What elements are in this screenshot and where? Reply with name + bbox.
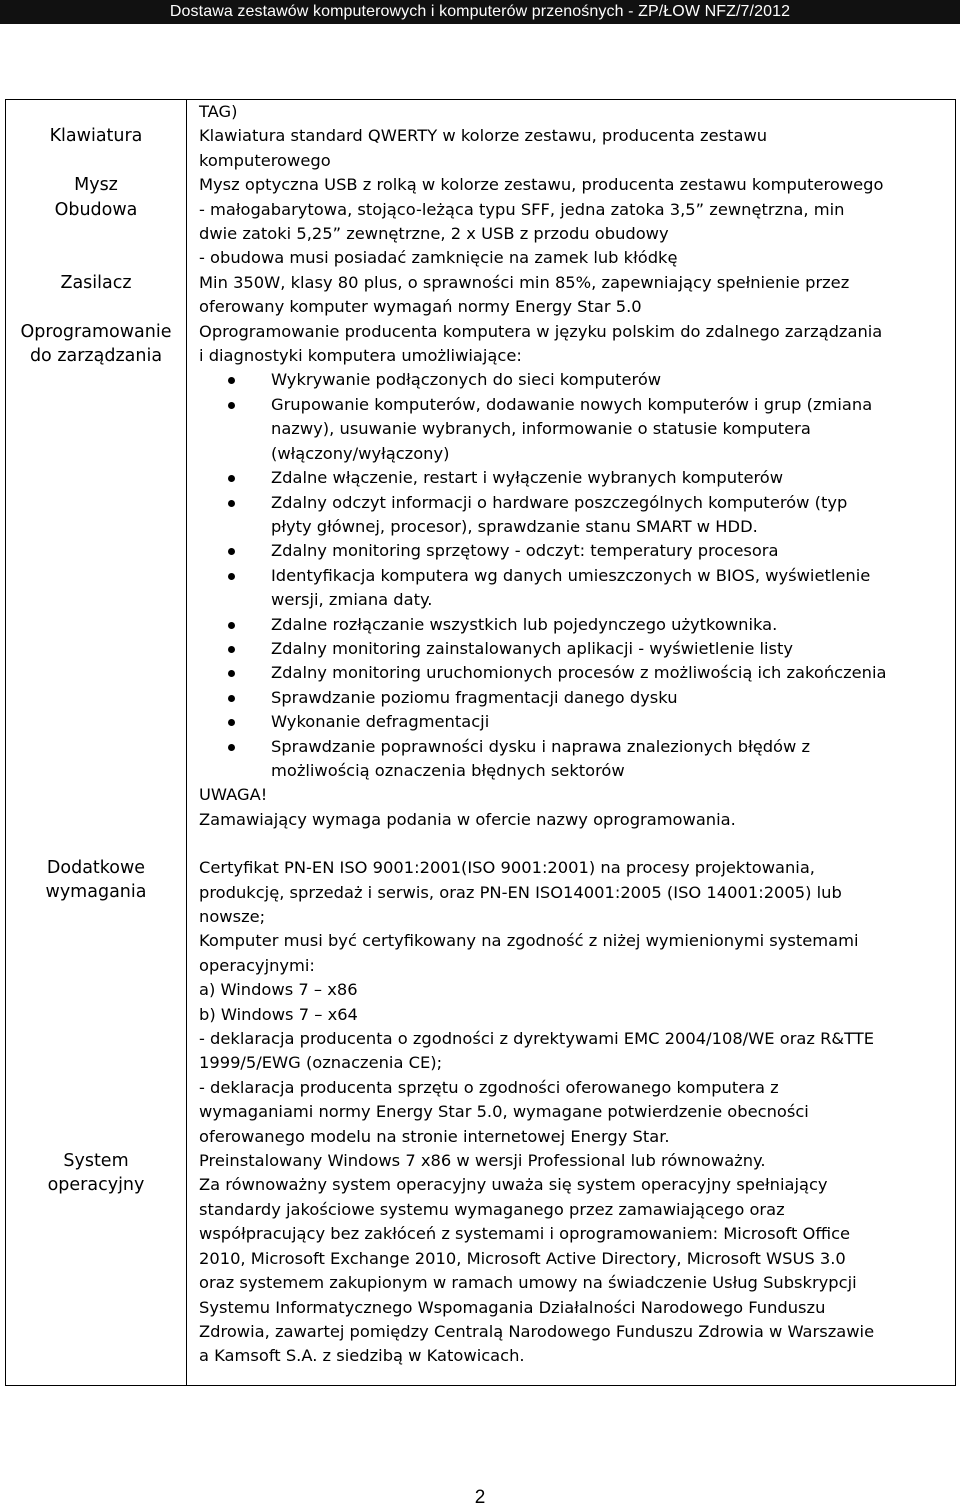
bullet-icon: [228, 573, 235, 580]
row-label-oprogramowanie: [6, 320, 187, 857]
list-item: [199, 491, 951, 540]
table-row: [6, 271, 956, 320]
table-row: [6, 1149, 956, 1385]
content-line: komputerowego: [199, 150, 331, 170]
content-line: 1999/5/EWG (oznaczenia CE);: [199, 1053, 443, 1073]
content-line: płyty głównej, procesor), sprawdzanie stanu SMART w HDD.: [271, 516, 758, 536]
list-item: [199, 686, 951, 710]
list-item: [199, 393, 951, 466]
content-line: TAG): [199, 102, 238, 121]
label-line: Oprogramowanie: [20, 321, 172, 342]
row-content-dodatkowe: [187, 856, 956, 1149]
list-item: [199, 564, 951, 613]
list-item: [199, 368, 951, 392]
content-line: możliwością oznaczenia błędnych sektorów: [271, 760, 625, 780]
content-line: nowsze;: [199, 907, 266, 926]
list-item: [199, 466, 951, 490]
content-line: oraz systemem zakupionym w ramach umowy na świadczenie Usług Subskrypcji: [199, 1273, 857, 1293]
content-line: - deklaracja producenta o zgodności z dyrektywami EMC 2004/108/WE oraz R&TTE: [199, 1029, 874, 1049]
label-line: wymagania: [45, 882, 147, 903]
row-label-mysz: [6, 173, 187, 197]
label-line: Obudowa: [54, 199, 138, 220]
list-item: [199, 637, 951, 661]
content-line: Zdalny monitoring uruchomionych procesów z możliwością ich zakończenia: [271, 663, 887, 683]
row-label-zasilacz: [6, 271, 187, 320]
list-item: [199, 735, 951, 784]
row-content-obudowa: [187, 198, 956, 271]
table-row: [6, 198, 956, 271]
content-line: wymaganiami normy Energy Star 5.0, wymagane potwierdzenie obecności: [199, 1102, 809, 1122]
row-label-klawiatura: [6, 124, 187, 173]
row-content-system: [187, 1149, 956, 1385]
warning-label: UWAGA!: [199, 785, 268, 805]
content-line: b) Windows 7 – x64: [199, 1004, 358, 1024]
table-row: [6, 124, 956, 173]
content-line: Zdalny monitoring zainstalowanych aplikacji - wyświetlenie listy: [271, 638, 794, 658]
row-content-klawiatura: [187, 124, 956, 173]
content-line: Identyfikacja komputera wg danych umieszczonych w BIOS, wyświetlenie: [271, 565, 871, 585]
content-line: Min 350W, klasy 80 plus, o sprawności min 85%, zapewniający spełnienie przez: [199, 272, 850, 292]
content-line: - obudowa musi posiadać zamknięcie na zamek lub kłódkę: [199, 248, 678, 268]
row-label-system: [6, 1149, 187, 1385]
specification-table: [5, 99, 956, 1386]
content-line: Certyfikat PN-EN ISO 9001:2001(ISO 9001:2001) na procesy projektowania,: [199, 858, 815, 878]
content-line: Oprogramowanie producenta komputera w języku polskim do zdalnego zarządzania: [199, 321, 883, 341]
content-line: oferowanego modelu na stronie internetowej Energy Star.: [199, 1126, 670, 1146]
content-line: Preinstalowany Windows 7 x86 w wersji Professional lub równoważny.: [199, 1151, 766, 1171]
content-line: produkcję, sprzedaż i serwis, oraz PN-EN ISO14001:2005 (ISO 14001:2005) lub: [199, 882, 842, 902]
content-line: Komputer musi być certyfikowany na zgodność z niżej wymienionymi systemami: [199, 931, 859, 951]
label-line: do zarządzania: [29, 345, 163, 366]
content-line: a) Windows 7 – x86: [199, 980, 358, 1000]
content-line: wersji, zmiana daty.: [271, 590, 433, 610]
spacer: [199, 832, 951, 856]
spacer: [199, 1369, 951, 1385]
list-item: [199, 661, 951, 685]
content-line: Grupowanie komputerów, dodawanie nowych komputerów i grup (zmiana: [271, 394, 873, 414]
label-line: Zasilacz: [60, 272, 132, 293]
content-line: Wykonanie defragmentacji: [271, 712, 490, 732]
content-line: i diagnostyki komputera umożliwiające:: [199, 346, 522, 366]
table-row: [6, 100, 956, 125]
content-line: Sprawdzanie poziomu fragmentacji danego dysku: [271, 687, 678, 707]
content-line: Zdalne włączenie, restart i wyłączenie wybranych komputerów: [271, 468, 784, 488]
content-line: Zdalny monitoring sprzętowy - odczyt: temperatury procesora: [271, 541, 779, 561]
content-line: dwie zatoki 5,25” zewnętrzne, 2 x USB z przodu obudowy: [199, 224, 669, 244]
content-line: Systemu Informatycznego Wspomagania Działalności Narodowego Funduszu: [199, 1297, 826, 1317]
bullet-icon: [228, 548, 235, 555]
content-line: Sprawdzanie poprawności dysku i naprawa znalezionych błędów z: [271, 736, 811, 756]
content-line: oferowany komputer wymagań normy Energy Star 5.0: [199, 297, 642, 317]
content-line: współpracujący bez zakłóceń z systemami i oprogramowaniem: Microsoft Office: [199, 1224, 851, 1244]
bullet-icon: [228, 744, 235, 751]
page-number: 2: [474, 1487, 486, 1508]
document-header-title: Dostawa zestawów komputerowych i komputerów przenośnych - ZP/ŁOW NFZ/7/2012: [0, 0, 960, 24]
content-line: Klawiatura standard QWERTY w kolorze zestawu, producenta zestawu: [199, 126, 768, 146]
row-label: [6, 100, 187, 125]
row-content: [187, 100, 956, 125]
content-line: Zamawiający wymaga podania w ofercie nazwy oprogramowania.: [199, 809, 736, 829]
content-line: a Kamsoft S.A. z siedzibą w Katowicach.: [199, 1346, 525, 1366]
label-line: operacyjny: [47, 1175, 145, 1196]
content-line: standardy jakościowe systemu wymaganego przez zamawiającego oraz: [199, 1199, 785, 1219]
row-content-mysz: [187, 173, 956, 197]
content-line: Za równoważny system operacyjny uważa się system operacyjny spełniający: [199, 1175, 828, 1195]
bullet-icon: [228, 402, 235, 409]
row-label-dodatkowe: [6, 856, 187, 1149]
table-row: [6, 173, 956, 197]
list-item: [199, 539, 951, 563]
bullet-icon: [228, 475, 235, 482]
table-row: [6, 320, 956, 857]
bullet-icon: [228, 646, 235, 653]
bullet-icon: [228, 695, 235, 702]
content-line: (włączony/wyłączony): [271, 443, 450, 463]
row-content-oprogramowanie: [187, 320, 956, 857]
content-line: Mysz optyczna USB z rolką w kolorze zestawu, producenta zestawu komputerowego: [199, 175, 884, 195]
bullet-icon: [228, 622, 235, 629]
list-item: [199, 613, 951, 637]
row-content-zasilacz: [187, 271, 956, 320]
label-line: Mysz: [74, 175, 118, 196]
content-line: - małogabarytowa, stojąco-leżąca typu SFF, jedna zatoka 3,5” zewnętrzna, min: [199, 199, 845, 219]
content-line: Zdalny odczyt informacji o hardware poszczególnych komputerów (typ: [271, 492, 848, 512]
content-line: Zdrowia, zawartej pomiędzy Centralą Narodowego Funduszu Zdrowia w Warszawie: [199, 1321, 875, 1341]
bullet-icon: [228, 500, 235, 507]
content-line: 2010, Microsoft Exchange 2010, Microsoft Active Directory, Microsoft WSUS 3.0: [199, 1248, 846, 1268]
table-row: [6, 856, 956, 1149]
bullet-icon: [228, 719, 235, 726]
label-line: Klawiatura: [49, 126, 143, 147]
content-line: Zdalne rozłączanie wszystkich lub pojedynczego użytkownika.: [271, 614, 778, 634]
label-line: Dodatkowe: [46, 858, 146, 879]
list-item: [199, 710, 951, 734]
content-line: - deklaracja producenta sprzętu o zgodności oferowanego komputera z: [199, 1077, 779, 1097]
content-line: operacyjnymi:: [199, 955, 315, 975]
content-line: Wykrywanie podłączonych do sieci komputerów: [271, 370, 662, 390]
bullet-icon: [228, 670, 235, 677]
bullet-icon: [228, 377, 235, 384]
feature-list: [199, 368, 951, 783]
row-label-obudowa: [6, 198, 187, 271]
label-line: System: [63, 1151, 129, 1172]
content-line: nazwy), usuwanie wybranych, informowanie o statusie komputera: [271, 419, 811, 439]
